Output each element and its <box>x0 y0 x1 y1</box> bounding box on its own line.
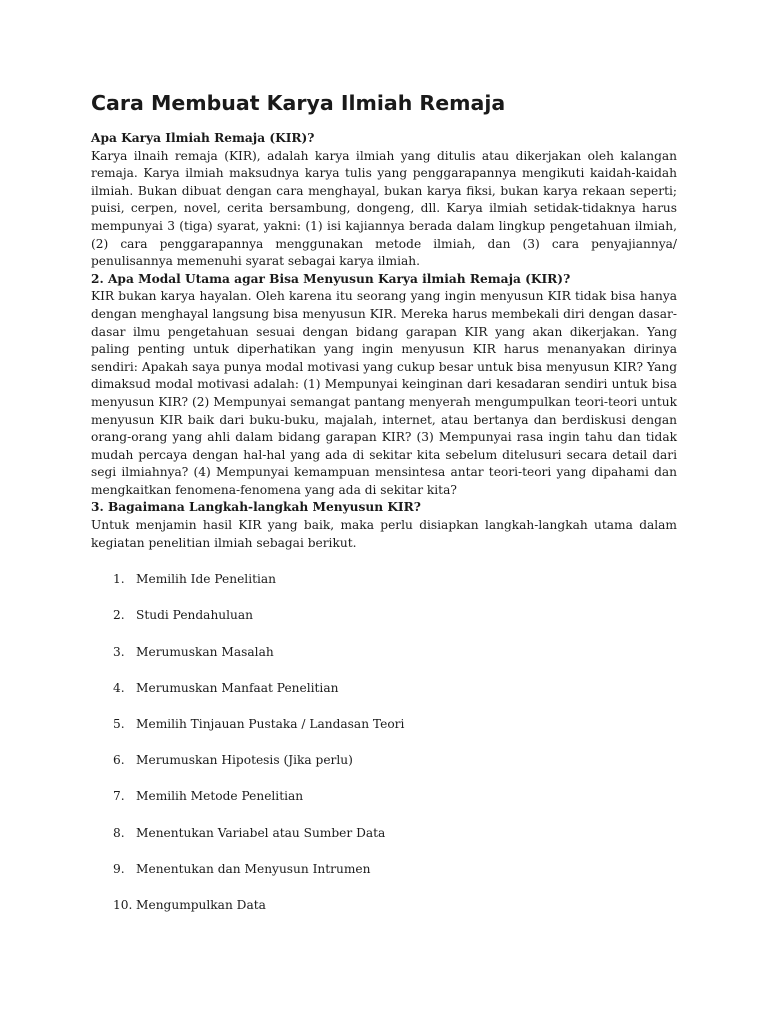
list-item <box>91 751 677 769</box>
list-item <box>91 896 677 914</box>
list-item <box>91 643 677 661</box>
section-what-is-kir <box>91 130 677 271</box>
list-item <box>91 824 677 842</box>
section-paragraph: Karya ilnaih remaja (KIR), adalah karya ilmiah yang ditulis atau dikerjakan oleh kalangan remaja. Karya ilmiah maksudnya karya tulis yang penggarapannya mengikuti kaidah-kaidah ilmiah. Bukan dibuat dengan cara menghayal, bukan karya fiksi, bukan karya rekaan seperti; puisi, cerpen, novel, cerita bersambung, dongeng, dll. Karya ilmiah setidak-tidaknya harus mempunyai 3 (tiga) syarat, yakni: (1) isi kajiannya berada dalam lingkup pengetahuan ilmiah, (2) cara penggarapannya menggunakan metode ilmiah, dan (3) cara penyajiannya/ penulisannya memenuhi syarat sebagai karya ilmiah. <box>91 148 677 269</box>
list-item-label: Mengumpulkan Data <box>136 897 266 912</box>
section-main-capital <box>91 271 677 500</box>
section-steps <box>91 499 677 552</box>
list-item-label: Memilih Metode Penelitian <box>136 789 304 804</box>
list-item-label: Merumuskan Hipotesis (Jika perlu) <box>136 753 353 768</box>
steps-list <box>91 570 677 914</box>
list-item-number: 8. <box>113 825 125 840</box>
document-body <box>91 130 677 914</box>
page-title: Cara Membuat Karya Ilmiah Remaja <box>91 91 506 115</box>
section-heading: 2. Apa Modal Utama agar Bisa Menyusun Karya ilmiah Remaja (KIR)? <box>91 271 571 286</box>
list-item-number: 4. <box>113 680 125 695</box>
section-heading: Apa Karya Ilmiah Remaja (KIR)? <box>91 131 315 145</box>
list-item-label: Merumuskan Manfaat Penelitian <box>136 680 339 695</box>
section-paragraph: KIR bukan karya hayalan. Oleh karena itu seorang yang ingin menyusun KIR tidak bisa hanya dengan menghayal langsung bisa menyusun KIR. Mereka harus membekali diri dengan dasar-dasar ilmu pengetahuan sesuai dengan bidang garapan KIR yang akan dikerjakan. Yang paling penting untuk diperhatikan yang ingin menyusun KIR harus menanyakan dirinya sendiri: Apakah saya punya modal motivasi yang cukup besar untuk bisa menyusun KIR? Yang dimaksud modal motivasi adalah: (1) Mempunyai keinginan dari kesadaran sendiri untuk bisa menyusun KIR? (2) Mempunyai semangat pantang menyerah mengumpulkan teori-teori untuk menyusun KIR baik dari buku-buku, majalah, internet, atau bertanya dan berdiskusi dengan orang-orang yang ahli dalam bidang garapan KIR? (3) Mempunyai rasa ingin tahu dan tidak mudah percaya dengan hal-hal yang ada di sekitar kita sebelum ditelusuri secara detail dari segi ilmiahnya? (4) Mempunyai kemampuan mensintesa antar teori-teori yang dipahami dan mengkaitkan fenomena-fenomena yang ada di sekitar kita? <box>91 289 677 497</box>
list-item-number: 5. <box>113 717 125 731</box>
list-item-number: 6. <box>113 753 125 768</box>
list-item <box>91 606 677 624</box>
section-paragraph: Untuk menjamin hasil KIR yang baik, maka perlu disiapkan langkah-langkah utama dalam kegiatan penelitian ilmiah sebagai berikut. <box>91 518 677 550</box>
list-item-number: 1. <box>113 572 125 587</box>
list-item-label: Studi Pendahuluan <box>136 608 254 623</box>
list-item <box>91 787 677 805</box>
list-item-label: Merumuskan Masalah <box>136 644 274 659</box>
list-item-label: Menentukan Variabel atau Sumber Data <box>136 825 386 840</box>
list-item-label: Menentukan dan Menyusun Intrumen <box>136 861 371 876</box>
list-item <box>91 570 677 588</box>
list-item <box>91 860 677 878</box>
list-item-number: 9. <box>113 861 125 876</box>
list-item <box>91 679 677 697</box>
list-item-label: Memilih Tinjauan Pustaka / Landasan Teori <box>136 717 405 731</box>
list-item <box>91 715 677 733</box>
list-item-number: 3. <box>113 644 125 659</box>
document-page <box>91 88 677 932</box>
list-item-label: Memilih Ide Penelitian <box>136 572 277 587</box>
list-item-number: 2. <box>113 608 125 623</box>
list-item-number: 10. <box>113 897 133 912</box>
list-item-number: 7. <box>113 789 125 804</box>
section-heading: 3. Bagaimana Langkah-langkah Menyusun KIR? <box>91 500 421 515</box>
